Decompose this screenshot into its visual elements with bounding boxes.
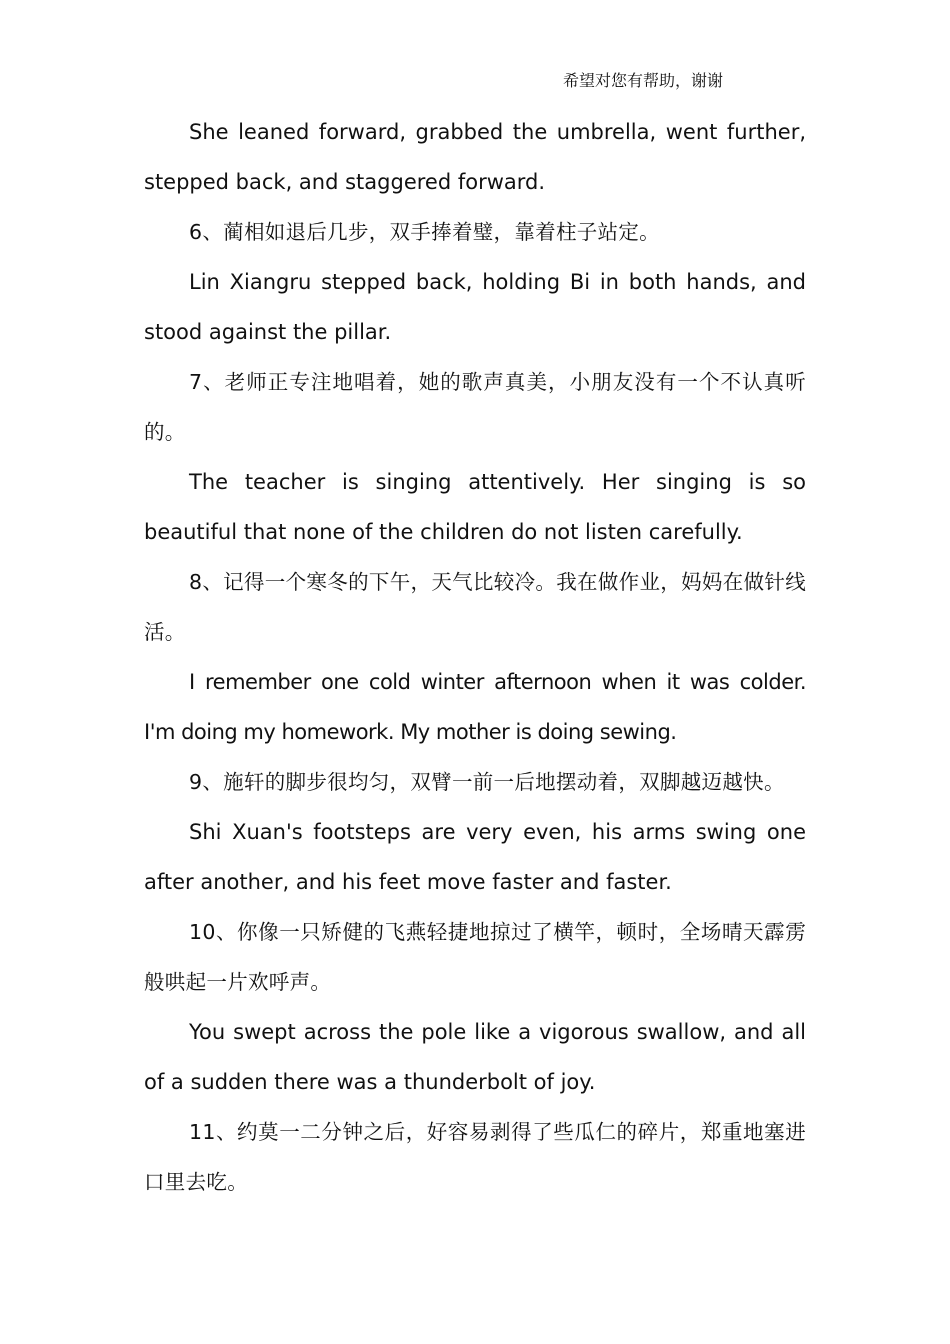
paragraph-zh: 11、约莫一二分钟之后，好容易剥得了些瓜仁的碎片，郑重地塞进口里去吃。 bbox=[144, 1120, 806, 1194]
paragraph-zh: 8、记得一个寒冬的下午，天气比较冷。我在做作业，妈妈在做针线活。 bbox=[144, 570, 806, 644]
document-body bbox=[144, 107, 806, 1207]
paragraph-zh: 9、施轩的脚步很均匀，双臂一前一后地摆动着，双脚越迈越快。 bbox=[189, 770, 785, 794]
header-note: 希望对您有帮助，谢谢 bbox=[563, 71, 724, 90]
paragraph-zh: 7、老师正专注地唱着，她的歌声真美，小朋友没有一个不认真听的。 bbox=[144, 370, 806, 444]
paragraph-en: You swept across the pole like a vigorous swallow, and all of a sudden there was a thunderbolt of joy. bbox=[144, 1020, 806, 1094]
paragraph-en: Shi Xuan's footsteps are very even, his arms swing one after another, and his feet move faster and faster. bbox=[144, 820, 806, 894]
paragraph-en: The teacher is singing attentively. Her singing is so beautiful that none of the children do not listen carefully. bbox=[144, 470, 806, 544]
paragraph-zh: 6、蔺相如退后几步，双手捧着璧，靠着柱子站定。 bbox=[189, 220, 660, 244]
paragraph-en: I remember one cold winter afternoon when it was colder. I'm doing my homework. My mother is doing sewing. bbox=[144, 670, 806, 744]
paragraph-en: Lin Xiangru stepped back, holding Bi in both hands, and stood against the pillar. bbox=[144, 270, 806, 344]
paragraph-en: She leaned forward, grabbed the umbrella, went further, stepped back, and staggered forward. bbox=[144, 120, 806, 194]
paragraph-zh: 10、你像一只矫健的飞燕轻捷地掠过了横竿，顿时，全场晴天霹雳般哄起一片欢呼声。 bbox=[144, 920, 806, 994]
